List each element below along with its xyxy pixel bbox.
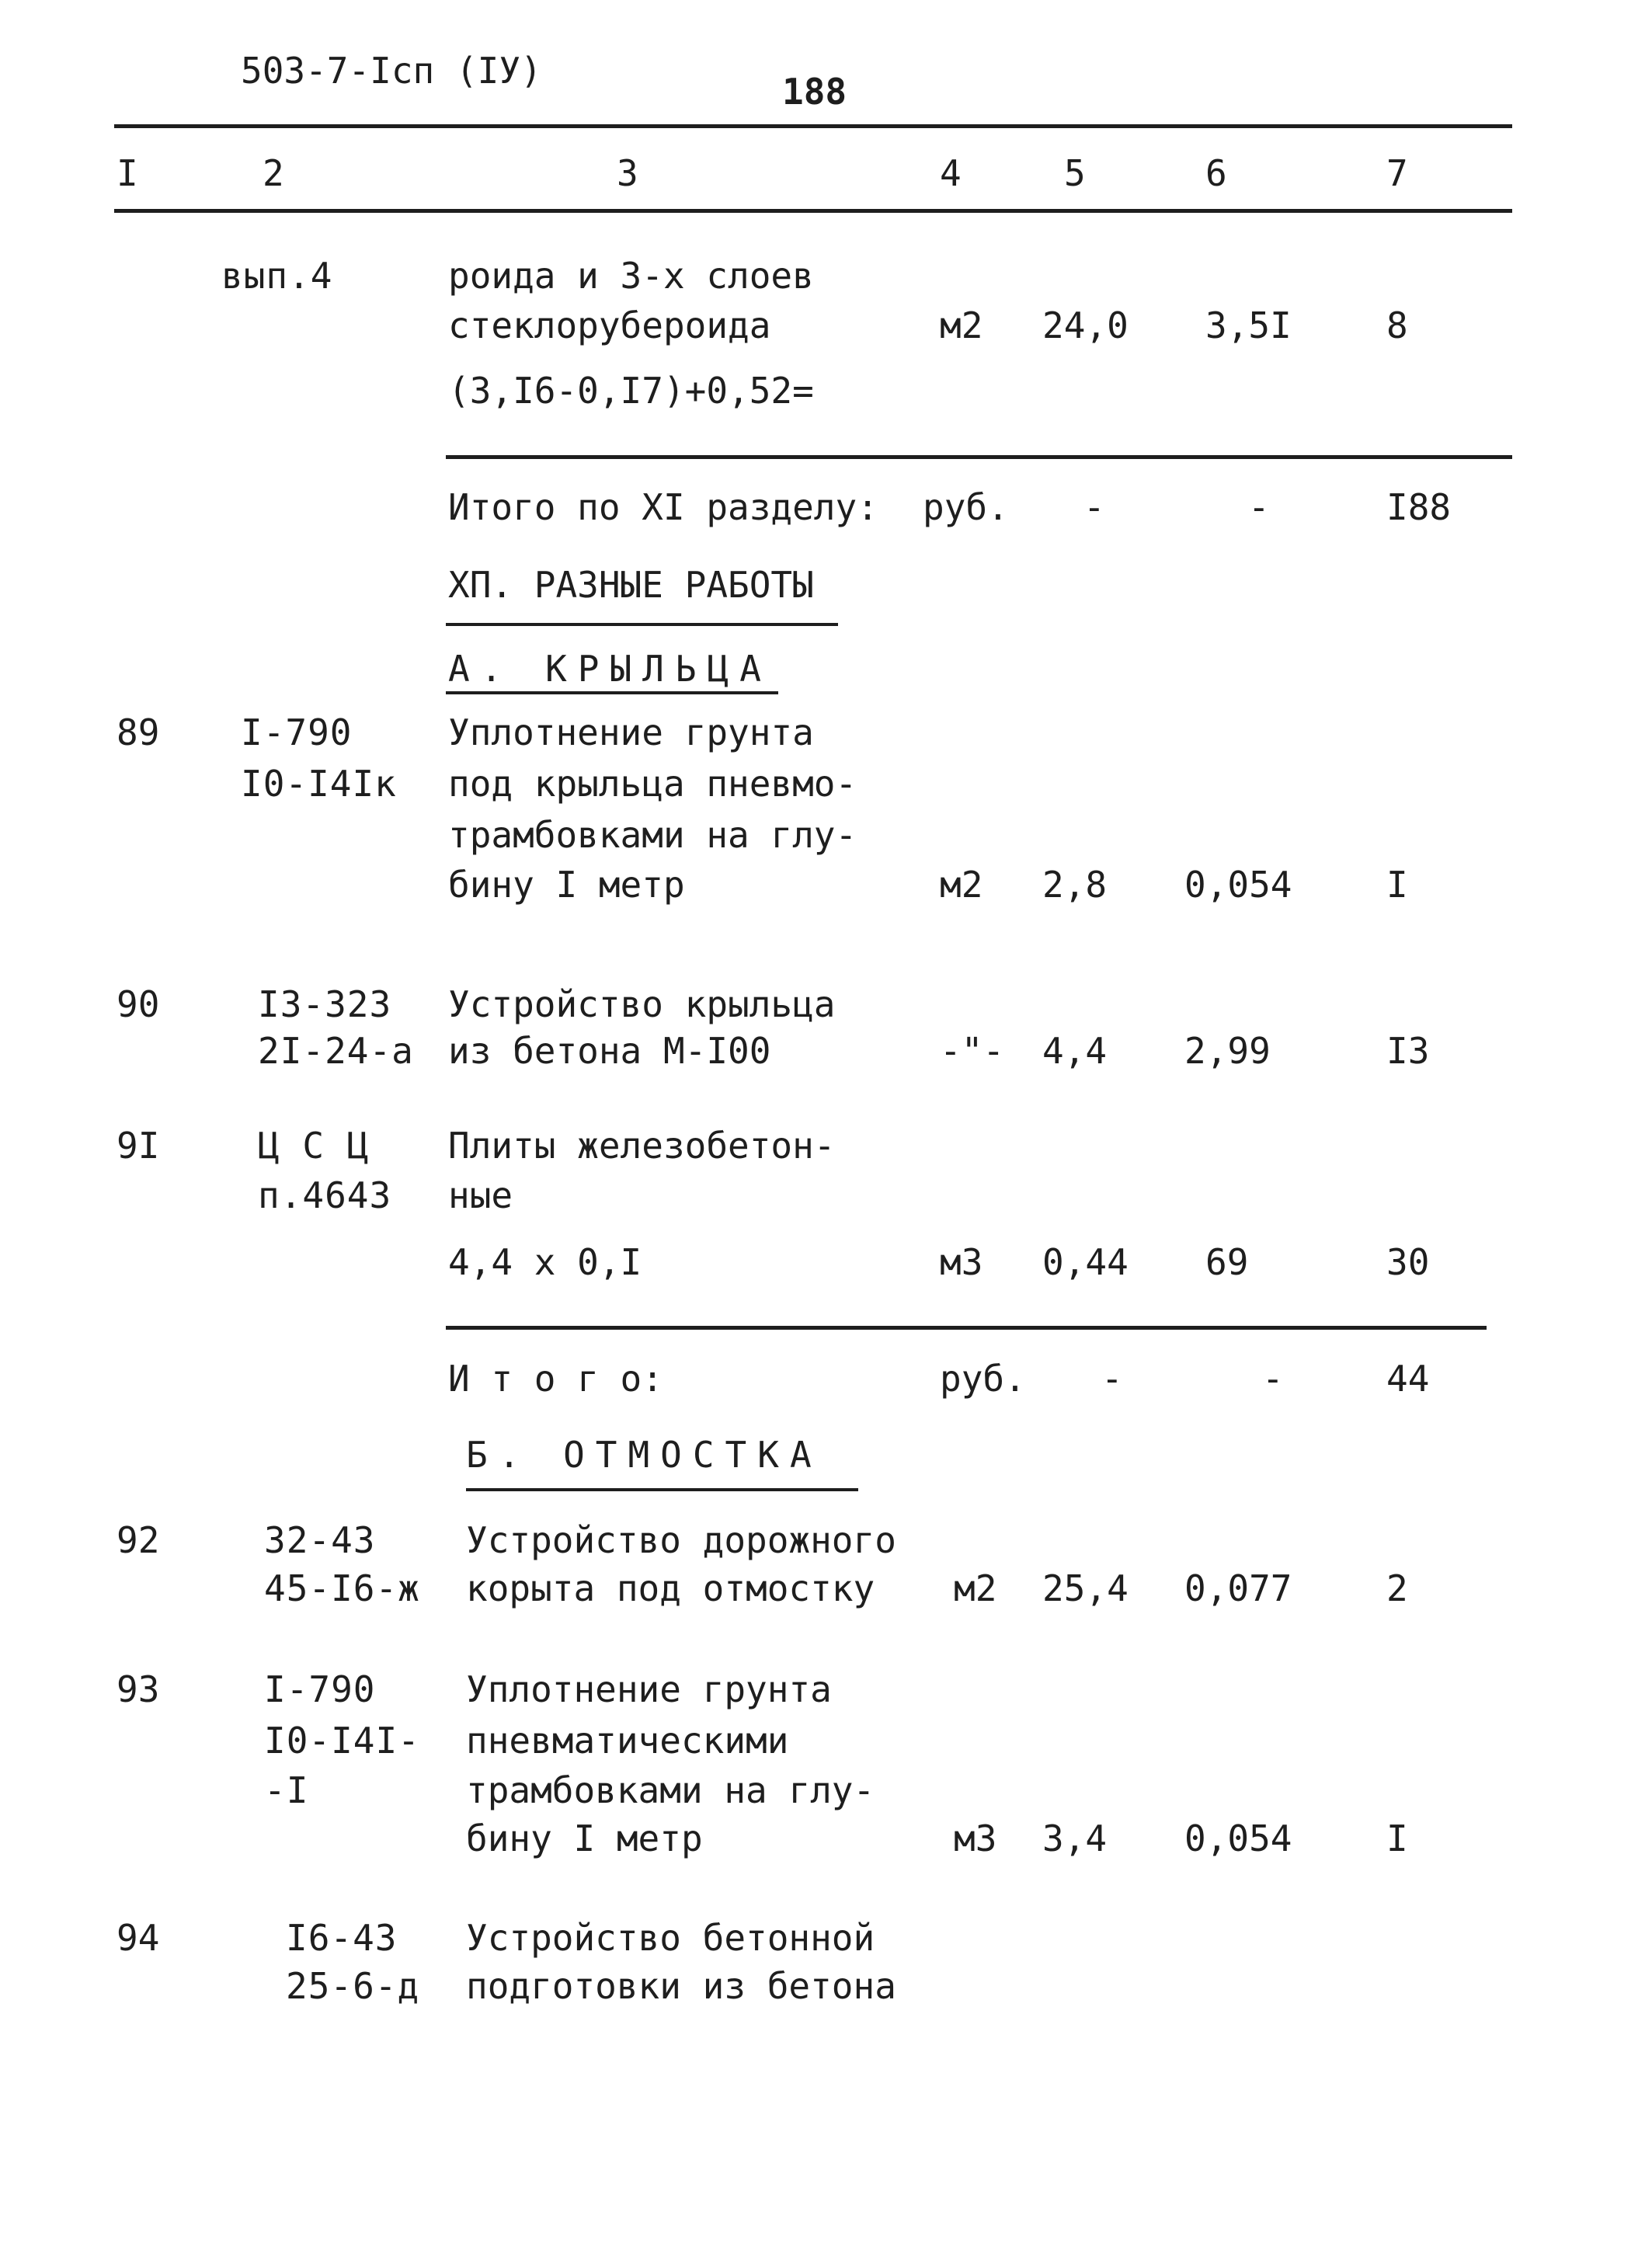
row-description-line: Плиты железобетон- bbox=[448, 1125, 836, 1167]
subtotal-rule bbox=[446, 1326, 1487, 1330]
row-code: I-790 bbox=[241, 711, 353, 753]
row-description-line: трамбовками на глу- bbox=[466, 1769, 875, 1811]
header-bottom-rule bbox=[114, 209, 1512, 213]
section-total-unit: руб. bbox=[923, 486, 1009, 528]
row-description-line: (3,I6-0,I7)+0,52= bbox=[448, 370, 814, 412]
row-total: I bbox=[1386, 1817, 1408, 1859]
row-code: 25-6-д bbox=[286, 1965, 420, 2007]
row-description-line: корыта под отмостку bbox=[466, 1567, 875, 1609]
row-price: 0,077 bbox=[1184, 1567, 1292, 1609]
row-code: 45-I6-ж bbox=[264, 1567, 420, 1609]
row-code: I0-I4Iк bbox=[241, 763, 397, 805]
row-description-line: Уплотнение грунта bbox=[466, 1668, 832, 1710]
row-unit: -"- bbox=[940, 1030, 1005, 1072]
row-quantity: 2,8 bbox=[1042, 864, 1108, 906]
row-code: вып.4 bbox=[221, 255, 333, 297]
row-number: 93 bbox=[117, 1668, 160, 1710]
row-code: I-790 bbox=[264, 1668, 376, 1710]
subsection-b-title: Б. ОТМОСТКА bbox=[466, 1434, 823, 1476]
row-code: I3-323 bbox=[258, 983, 392, 1025]
row-price: 2,99 bbox=[1184, 1030, 1271, 1072]
row-code: I0-I4I- bbox=[264, 1720, 420, 1762]
column-header-7: 7 bbox=[1386, 152, 1408, 194]
row-description-line: из бетона М-I00 bbox=[448, 1030, 771, 1072]
subtotal-label: И т о г о: bbox=[448, 1358, 663, 1400]
column-header-5: 5 bbox=[1064, 152, 1086, 194]
document-code: 503-7-Iсп (IУ) bbox=[241, 50, 542, 92]
row-description-line: Уплотнение грунта bbox=[448, 711, 814, 753]
row-price: 0,054 bbox=[1184, 1817, 1292, 1859]
row-number: 90 bbox=[117, 983, 160, 1025]
page-number: 188 bbox=[782, 71, 847, 113]
section-total-rule bbox=[446, 455, 1512, 459]
column-header-2: 2 bbox=[263, 152, 284, 194]
section-total-price: - bbox=[1248, 486, 1270, 528]
row-code: п.4643 bbox=[258, 1174, 392, 1216]
column-header-6: 6 bbox=[1205, 152, 1227, 194]
row-total: 8 bbox=[1386, 304, 1408, 346]
row-description-line: подготовки из бетона bbox=[466, 1965, 896, 2007]
section-total-value: I88 bbox=[1386, 486, 1452, 528]
row-number: 9I bbox=[117, 1125, 160, 1167]
row-number: 92 bbox=[117, 1519, 160, 1561]
row-total: I bbox=[1386, 864, 1408, 906]
row-description-line: Устройство дорожного bbox=[466, 1519, 896, 1561]
row-price: 0,054 bbox=[1184, 864, 1292, 906]
row-number: 89 bbox=[117, 711, 160, 753]
column-header-3: 3 bbox=[617, 152, 638, 194]
row-price: 69 bbox=[1205, 1241, 1249, 1283]
subtotal-price: - bbox=[1262, 1358, 1284, 1400]
row-description-line: стеклорубероида bbox=[448, 304, 771, 346]
subtotal-quantity: - bbox=[1101, 1358, 1123, 1400]
row-unit: м3 bbox=[940, 1241, 983, 1283]
row-description-line: Устройство крыльца bbox=[448, 983, 836, 1025]
row-quantity: 0,44 bbox=[1042, 1241, 1129, 1283]
section-title: XП. РАЗНЫЕ РАБОТЫ bbox=[448, 564, 814, 606]
row-code: -I bbox=[264, 1769, 309, 1811]
row-number: 94 bbox=[117, 1917, 160, 1959]
row-unit: м2 bbox=[954, 1567, 997, 1609]
subtotal-value: 44 bbox=[1386, 1358, 1430, 1400]
row-quantity: 25,4 bbox=[1042, 1567, 1129, 1609]
column-header-1: I bbox=[117, 152, 138, 194]
row-description-line: роида и 3-х слоев bbox=[448, 255, 814, 297]
row-quantity: 4,4 bbox=[1042, 1030, 1108, 1072]
section-total-quantity: - bbox=[1083, 486, 1105, 528]
row-total: 30 bbox=[1386, 1241, 1430, 1283]
row-price: 3,5I bbox=[1205, 304, 1292, 346]
row-description-line: пневматическими bbox=[466, 1720, 789, 1762]
row-description-line: Устройство бетонной bbox=[466, 1917, 875, 1959]
row-quantity: 3,4 bbox=[1042, 1817, 1108, 1859]
header-top-rule bbox=[114, 124, 1512, 128]
row-description-line: бину I метр bbox=[466, 1817, 703, 1859]
row-description-line: трамбовками на глу- bbox=[448, 814, 857, 856]
section-total-label: Итого по XI разделу: bbox=[448, 486, 878, 528]
row-description-line: 4,4 х 0,I bbox=[448, 1241, 642, 1283]
row-quantity: 24,0 bbox=[1042, 304, 1129, 346]
row-code: 2I-24-а bbox=[258, 1030, 414, 1072]
subsection-a-underline bbox=[446, 691, 778, 694]
row-unit: м2 bbox=[940, 864, 983, 906]
row-description-line: ные bbox=[448, 1174, 513, 1216]
row-total: 2 bbox=[1386, 1567, 1408, 1609]
subtotal-unit: руб. bbox=[940, 1358, 1026, 1400]
subsection-a-title: А. КРЫЛЬЦА bbox=[448, 648, 772, 690]
row-total: I3 bbox=[1386, 1030, 1430, 1072]
row-description-line: бину I метр bbox=[448, 864, 685, 906]
subsection-b-underline bbox=[466, 1488, 858, 1491]
row-code: I6-43 bbox=[286, 1917, 398, 1959]
section-title-underline bbox=[446, 623, 838, 626]
row-unit: м3 bbox=[954, 1817, 997, 1859]
column-header-4: 4 bbox=[940, 152, 962, 194]
row-code: Ц С Ц bbox=[258, 1125, 370, 1167]
row-code: 32-43 bbox=[264, 1519, 376, 1561]
row-unit: м2 bbox=[940, 304, 983, 346]
row-description-line: под крыльца пневмо- bbox=[448, 763, 857, 805]
